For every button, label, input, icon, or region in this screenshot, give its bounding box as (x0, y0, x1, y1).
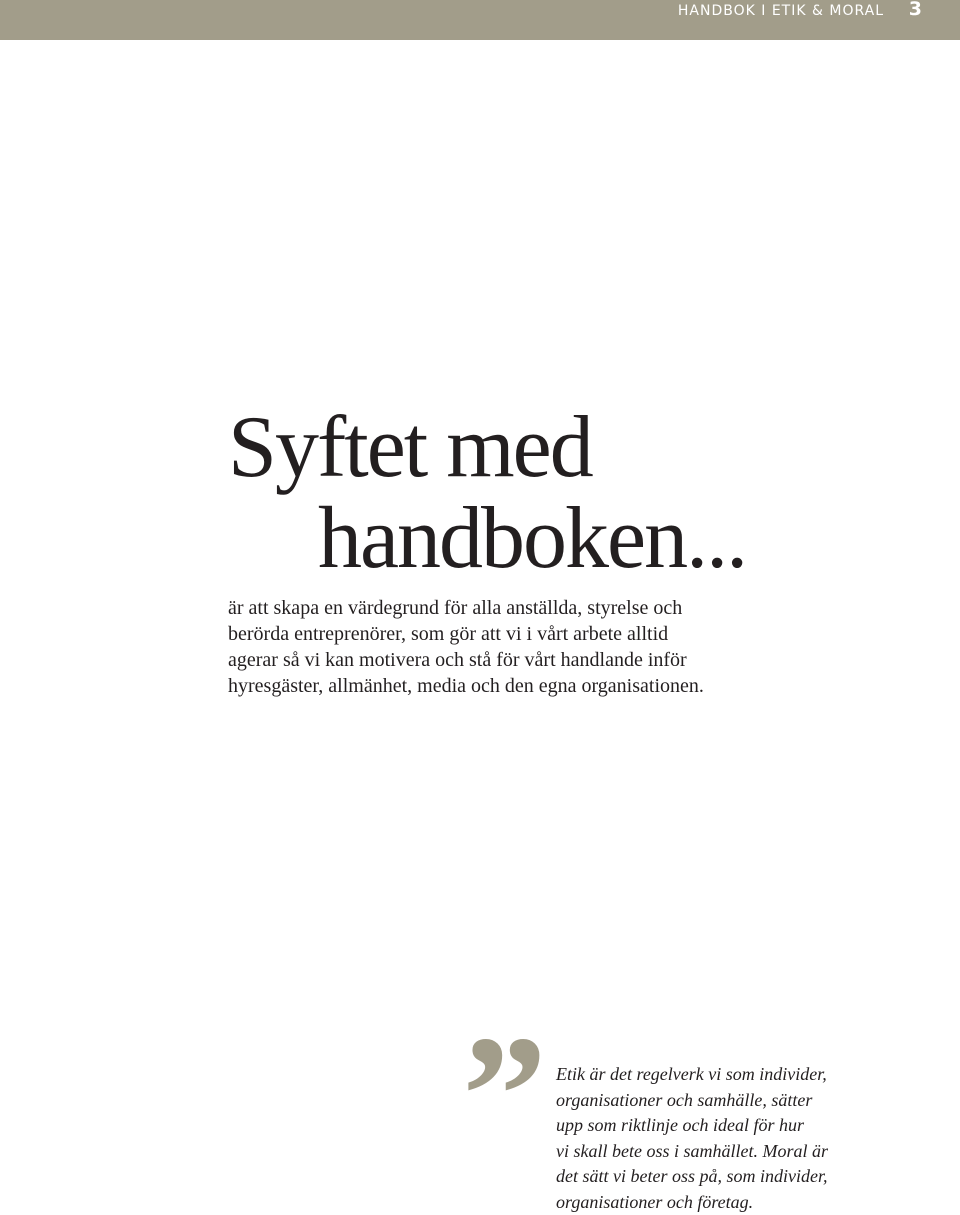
quote-line: Etik är det regelverk vi som individer, (556, 1062, 828, 1088)
header-title: HANDBOK I ETIK & MORAL (678, 3, 884, 19)
page-title-line-2: handboken... (318, 495, 746, 583)
intro-line: berörda entreprenörer, som gör att vi i vårt arbete alltid (228, 621, 788, 647)
intro-line: agerar så vi kan motivera och stå för vårt handlande inför (228, 647, 788, 673)
header-bar (0, 0, 960, 40)
quote-line: organisationer och samhälle, sätter (556, 1088, 828, 1114)
intro-paragraph (228, 595, 788, 699)
quote-line: upp som riktlinje och ideal för hur (556, 1113, 828, 1139)
page-title-line-1: Syftet med (228, 404, 592, 492)
pull-quote (556, 1062, 828, 1215)
intro-line: är att skapa en värdegrund för alla anställda, styrelse och (228, 595, 788, 621)
page-number: 3 (909, 0, 922, 20)
quote-line: det sätt vi beter oss på, som individer, (556, 1164, 828, 1190)
quote-line: organisationer och företag. (556, 1190, 828, 1215)
quote-line: vi skall bete oss i samhället. Moral är (556, 1139, 828, 1165)
quotation-mark-icon: ” (462, 1010, 547, 1180)
intro-line: hyresgäster, allmänhet, media och den egna organisationen. (228, 673, 788, 699)
